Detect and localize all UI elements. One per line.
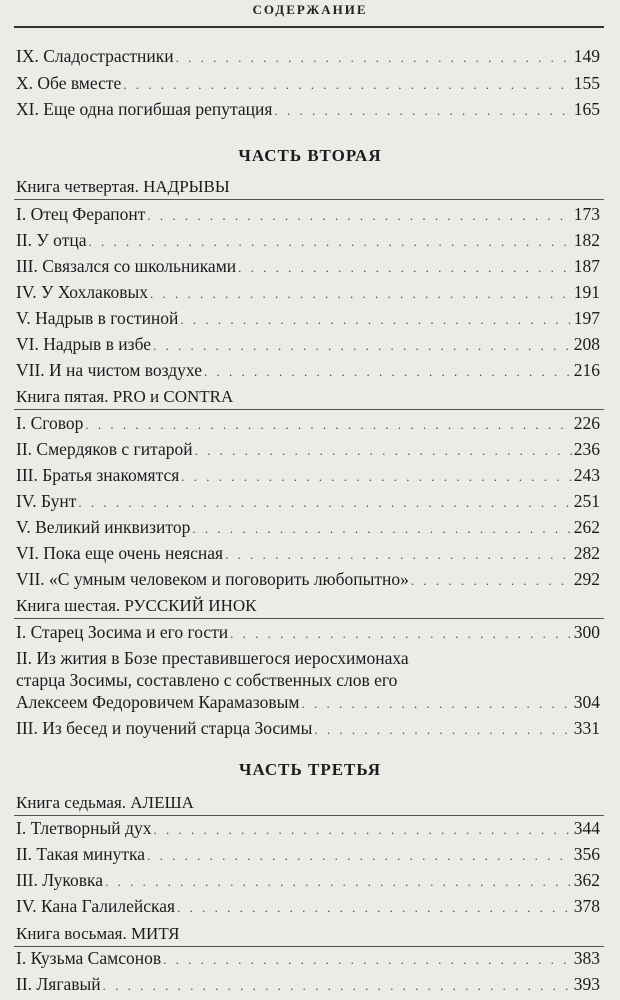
- leader-dots: [123, 73, 571, 97]
- chapter-title: V. Надрыв в гостиной: [16, 308, 179, 328]
- chapter-title: VII. «С умным человеком и поговорить любопытно»: [16, 569, 409, 589]
- page-number: 300: [573, 622, 600, 642]
- toc-entry[interactable]: [16, 44, 600, 68]
- toc-entry[interactable]: [16, 690, 600, 714]
- toc-entry[interactable]: [16, 541, 600, 565]
- toc-entry[interactable]: [16, 489, 600, 513]
- page-number: 304: [573, 692, 600, 712]
- leader-dots: [301, 692, 571, 716]
- chapter-title: I. Старец Зосима и его гости: [16, 622, 229, 642]
- leader-dots: [150, 282, 572, 306]
- page-number: 362: [573, 870, 600, 890]
- leader-dots: [195, 439, 572, 463]
- header-rule: [14, 26, 604, 28]
- toc-entry[interactable]: [16, 254, 600, 278]
- toc-entry[interactable]: [16, 463, 600, 487]
- toc-entry[interactable]: [16, 332, 600, 356]
- page-number: 344: [573, 818, 600, 838]
- book-rule: [14, 199, 604, 200]
- leader-dots: [204, 360, 572, 384]
- chapter-title: I. Сговор: [16, 413, 84, 433]
- page-number: 197: [573, 308, 600, 328]
- leader-dots: [177, 896, 572, 920]
- leader-dots: [147, 844, 572, 868]
- toc-entry[interactable]: [16, 202, 600, 226]
- part-title: ЧАСТЬ ТРЕТЬЯ: [238, 760, 382, 779]
- page-number: 182: [573, 230, 600, 250]
- toc-entry[interactable]: [16, 620, 600, 644]
- toc-entry[interactable]: [16, 411, 600, 435]
- chapter-title: IV. У Хохлаковых: [16, 282, 148, 302]
- page-number: 216: [573, 360, 600, 380]
- page-number: 262: [573, 517, 600, 537]
- toc-entry[interactable]: [16, 71, 600, 95]
- chapter-title: III. Луковка: [16, 870, 104, 890]
- chapter-title: II. Такая минутка: [16, 844, 146, 864]
- page-number: 251: [573, 491, 600, 511]
- chapter-title: Алексеем Федоровичем Карамазовым: [16, 692, 300, 712]
- page-number: 282: [573, 543, 600, 563]
- page-number: 236: [573, 439, 600, 459]
- chapter-title-line[interactable]: II. Из жития в Бозе преставившегося иеросхимонаха: [16, 648, 409, 668]
- book-title[interactable]: Книга седьмая. АЛЕША: [16, 793, 194, 812]
- chapter-title: X. Обе вместе: [16, 73, 122, 93]
- toc-entry[interactable]: [16, 894, 600, 918]
- page-number: 187: [573, 256, 600, 276]
- page-number: 243: [573, 465, 600, 485]
- chapter-title: IV. Бунт: [16, 491, 77, 511]
- leader-dots: [181, 465, 571, 489]
- toc-entry[interactable]: [16, 306, 600, 330]
- chapter-title: II. У отца: [16, 230, 87, 250]
- toc-entry[interactable]: [16, 842, 600, 866]
- chapter-title: V. Великий инквизитор: [16, 517, 191, 537]
- page-number: 208: [573, 334, 600, 354]
- leader-dots: [238, 256, 572, 280]
- chapter-title: III. Из бесед и поучений старца Зосимы: [16, 718, 313, 738]
- toc-entry[interactable]: [16, 972, 600, 996]
- page-number: 149: [573, 46, 600, 66]
- chapter-title: II. Смердяков с гитарой: [16, 439, 193, 459]
- book-title[interactable]: Книга восьмая. МИТЯ: [16, 924, 180, 943]
- page-number: 356: [573, 844, 600, 864]
- chapter-title: I. Отец Ферапонт: [16, 204, 146, 224]
- chapter-title: VI. Пока еще очень неясная: [16, 543, 224, 563]
- page-header: СОДЕРЖАНИЕ: [252, 2, 368, 17]
- leader-dots: [274, 99, 571, 123]
- page-number: 393: [573, 974, 600, 994]
- leader-dots: [88, 230, 571, 254]
- toc-entry[interactable]: [16, 280, 600, 304]
- chapter-title: I. Тлетворный дух: [16, 818, 152, 838]
- book-title[interactable]: Книга четвертая. НАДРЫВЫ: [16, 177, 230, 196]
- page-number: 155: [573, 73, 600, 93]
- leader-dots: [153, 818, 571, 842]
- leader-dots: [105, 870, 572, 894]
- leader-dots: [314, 718, 571, 742]
- page-number: 173: [573, 204, 600, 224]
- leader-dots: [163, 948, 572, 972]
- toc-entry[interactable]: [16, 437, 600, 461]
- book-title[interactable]: Книга пятая. PRO и CONTRA: [16, 387, 234, 406]
- chapter-title: I. Кузьма Самсонов: [16, 948, 162, 968]
- toc-entry[interactable]: [16, 816, 600, 840]
- leader-dots: [176, 46, 572, 70]
- part-title: ЧАСТЬ ВТОРАЯ: [238, 146, 382, 165]
- chapter-title: XI. Еще одна погибшая репутация: [16, 99, 273, 119]
- leader-dots: [147, 204, 571, 228]
- page-number: 331: [573, 718, 600, 738]
- toc-entry[interactable]: [16, 716, 600, 740]
- chapter-title: IV. Кана Галилейская: [16, 896, 176, 916]
- leader-dots: [85, 413, 571, 437]
- leader-dots: [78, 491, 571, 515]
- page-number: 292: [573, 569, 600, 589]
- chapter-title: VI. Надрыв в избе: [16, 334, 152, 354]
- toc-entry[interactable]: [16, 228, 600, 252]
- toc-entry[interactable]: [16, 868, 600, 892]
- page-number: 383: [573, 948, 600, 968]
- chapter-title-line[interactable]: старца Зосимы, составлено с собственных слов его: [16, 670, 398, 690]
- toc-entry[interactable]: [16, 97, 600, 121]
- book-rule: [14, 409, 604, 410]
- chapter-title: III. Связался со школьниками: [16, 256, 237, 276]
- leader-dots: [230, 622, 572, 646]
- page-number: 191: [573, 282, 600, 302]
- chapter-title: IX. Сладострастники: [16, 46, 174, 66]
- toc-entry[interactable]: [16, 515, 600, 539]
- toc-entry[interactable]: [16, 567, 600, 591]
- chapter-title: VII. И на чистом воздухе: [16, 360, 203, 380]
- toc-entry[interactable]: [16, 946, 600, 970]
- leader-dots: [225, 543, 572, 567]
- leader-dots: [103, 974, 572, 998]
- leader-dots: [411, 569, 572, 593]
- toc-entry[interactable]: [16, 358, 600, 382]
- leader-dots: [192, 517, 571, 541]
- leader-dots: [153, 334, 572, 358]
- chapter-title: III. Братья знакомятся: [16, 465, 180, 485]
- book-title[interactable]: Книга шестая. РУССКИЙ ИНОК: [16, 596, 257, 615]
- chapter-title: II. Лягавый: [16, 974, 101, 994]
- book-rule: [14, 618, 604, 619]
- page-number: 226: [573, 413, 600, 433]
- page-number: 165: [573, 99, 600, 119]
- page-number: 378: [573, 896, 600, 916]
- leader-dots: [180, 308, 571, 332]
